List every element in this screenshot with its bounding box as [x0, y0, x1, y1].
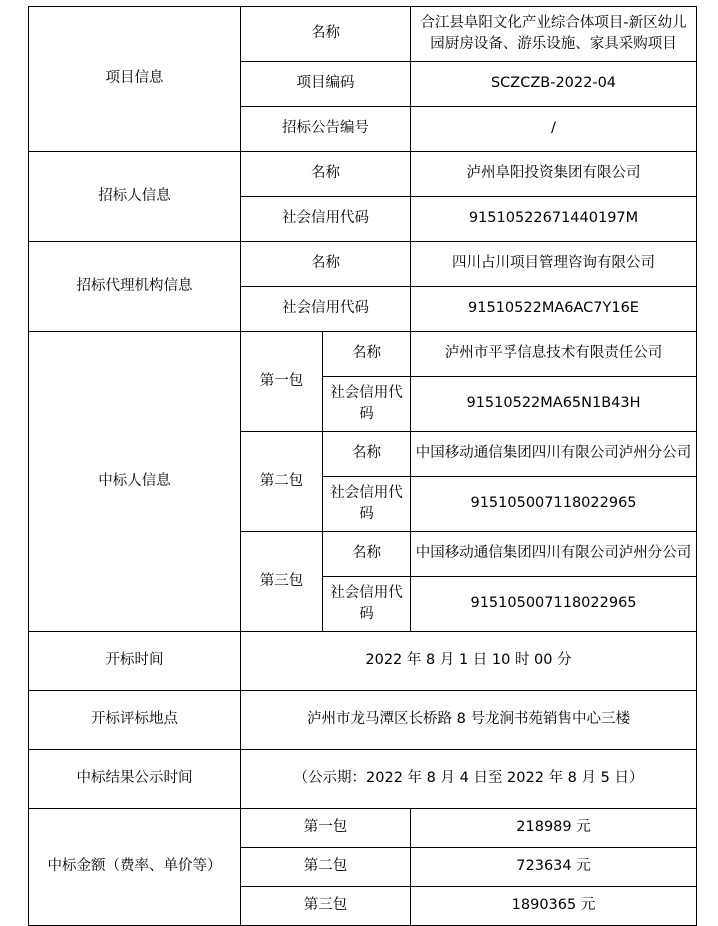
amount-package-label-1: 第一包 [241, 809, 411, 848]
field-value-winner-code-2: 915105007118022965 [411, 477, 697, 532]
field-label-winner-code-3: 社会信用代码 [323, 577, 411, 632]
field-value-tenderee-code: 91510522671440197M [411, 197, 697, 242]
table-row [29, 242, 697, 287]
field-value-winner-name-1: 泸州市平孚信息技术有限责任公司 [411, 332, 697, 377]
field-label-winner-code-2: 社会信用代码 [323, 477, 411, 532]
field-value-agency-name: 四川占川项目管理咨询有限公司 [411, 242, 697, 287]
amount-value-1: 218989 元 [411, 809, 697, 848]
table-row [29, 332, 697, 377]
field-label-announcement-code: 招标公告编号 [241, 107, 411, 152]
field-value-winner-name-2: 中国移动通信集团四川有限公司泸州分公司 [411, 432, 697, 477]
row-label-agency-info: 招标代理机构信息 [29, 242, 241, 332]
amount-value-2: 723634 元 [411, 848, 697, 887]
package-label-1: 第一包 [241, 332, 323, 432]
table-row [29, 691, 697, 750]
field-label-winner-name-1: 名称 [323, 332, 411, 377]
row-label-bid-amount: 中标金额（费率、单价等） [29, 809, 241, 926]
field-label-tenderee-code: 社会信用代码 [241, 197, 411, 242]
row-value-publicity-time: （公示期：2022 年 8 月 4 日至 2022 年 8 月 5 日） [241, 750, 697, 809]
table-row [29, 7, 697, 62]
field-label-project-name: 名称 [241, 7, 411, 62]
row-label-tenderee-info: 招标人信息 [29, 152, 241, 242]
field-label-tenderee-name: 名称 [241, 152, 411, 197]
amount-package-label-2: 第二包 [241, 848, 411, 887]
field-value-winner-code-1: 91510522MA65N1B43H [411, 377, 697, 432]
field-label-winner-name-2: 名称 [323, 432, 411, 477]
bid-result-table [28, 6, 697, 926]
row-label-winner-info: 中标人信息 [29, 332, 241, 632]
field-label-winner-name-3: 名称 [323, 532, 411, 577]
field-label-agency-name: 名称 [241, 242, 411, 287]
field-label-winner-code-1: 社会信用代码 [323, 377, 411, 432]
field-value-winner-name-3: 中国移动通信集团四川有限公司泸州分公司 [411, 532, 697, 577]
field-value-project-code: SCZCZB-2022-04 [411, 62, 697, 107]
table-row [29, 632, 697, 691]
table-row [29, 152, 697, 197]
field-label-project-code: 项目编码 [241, 62, 411, 107]
package-label-2: 第二包 [241, 432, 323, 532]
row-label-bid-open-place: 开标评标地点 [29, 691, 241, 750]
amount-package-label-3: 第三包 [241, 887, 411, 926]
row-label-project-info: 项目信息 [29, 7, 241, 152]
table-row [29, 750, 697, 809]
row-value-bid-open-time: 2022 年 8 月 1 日 10 时 00 分 [241, 632, 697, 691]
row-value-bid-open-place: 泸州市龙马潭区长桥路 8 号龙涧书苑销售中心三楼 [241, 691, 697, 750]
field-label-agency-code: 社会信用代码 [241, 287, 411, 332]
row-label-publicity-time: 中标结果公示时间 [29, 750, 241, 809]
package-label-3: 第三包 [241, 532, 323, 632]
field-value-agency-code: 91510522MA6AC7Y16E [411, 287, 697, 332]
field-value-tenderee-name: 泸州阜阳投资集团有限公司 [411, 152, 697, 197]
field-value-winner-code-3: 915105007118022965 [411, 577, 697, 632]
field-value-project-name: 合江县阜阳文化产业综合体项目-新区幼儿园厨房设备、游乐设施、家具采购项目 [411, 7, 697, 62]
table-row [29, 809, 697, 848]
row-label-bid-open-time: 开标时间 [29, 632, 241, 691]
amount-value-3: 1890365 元 [411, 887, 697, 926]
field-value-announcement-code: / [411, 107, 697, 152]
